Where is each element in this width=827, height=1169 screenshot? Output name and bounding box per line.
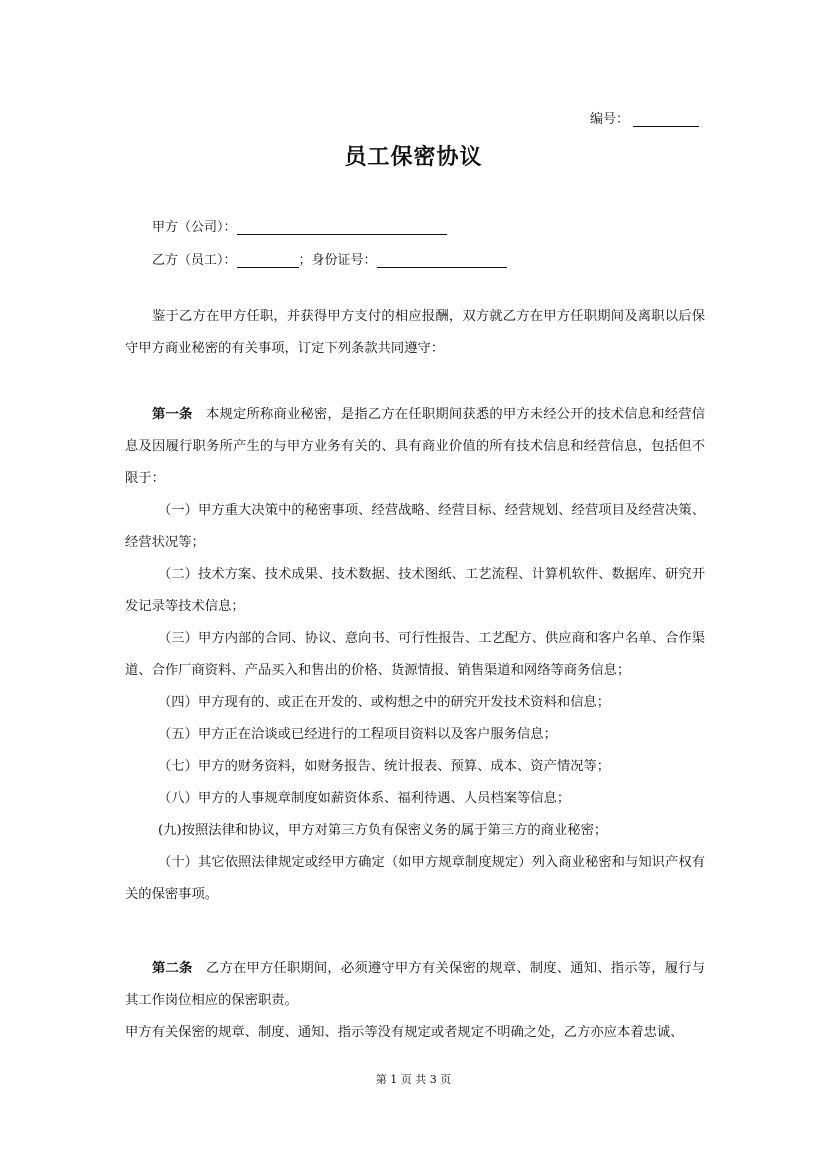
article-2-text: 乙方在甲方任职期间，必须遵守甲方有关保密的规章、制度、通知、指示等，履行与其工作岗位相应的保密职责。 <box>125 961 706 1008</box>
serial-number-field <box>590 108 699 127</box>
article-1-item: （三）甲方内部的合同、协议、意向书、可行性报告、工艺配方、供应商和客户名单、合作渠道、合作厂商资料、产品买入和售出的价格、货源情报、销售渠道和网络等商务信息； <box>125 631 705 678</box>
article-2-continuation: 甲方有关保密的规章、制度、通知、指示等没有规定或者规定不明确之处，乙方亦应本着忠诚、 <box>125 1025 684 1040</box>
article-2-paragraph <box>125 953 705 1017</box>
page-footer: 第 1 页 共 3 页 <box>375 1073 452 1086</box>
party-b-blank[interactable] <box>237 253 299 268</box>
party-a-label: 甲方（公司）： <box>152 220 237 235</box>
article-1-item: （二）技术方案、技术成果、技术数据、技术图纸、工艺流程、计算机软件、数据库、研究开发记录等技术信息； <box>125 567 705 614</box>
party-b-label: 乙方（员工）： <box>152 253 237 268</box>
serial-number-blank[interactable] <box>633 112 699 127</box>
id-number-blank[interactable] <box>377 253 507 268</box>
article-1-item: （五）甲方正在洽谈或已经进行的工程项目资料以及客户服务信息； <box>158 727 557 742</box>
article-1-item: （七）甲方的财务资料，如财务报告、统计报表、预算、成本、资产情况等； <box>158 759 611 774</box>
article-1-item: （十）其它依照法律规定或经甲方确定（如甲方规章制度规定）列入商业秘密和与知识产权有关的保密事项。 <box>125 855 705 902</box>
preamble-block <box>125 301 705 365</box>
article-1-item: (九)按照法律和协议，甲方对第三方负有保密义务的属于第三方的商业秘密； <box>158 823 608 838</box>
article-1-item: （四）甲方现有的、或正在开发的、或构想之中的研究开发技术资料和信息； <box>158 695 611 710</box>
article-2-heading: 第二条 <box>152 961 193 976</box>
document-title: 员工保密协议 <box>344 144 483 170</box>
article-1-text: 本规定所称商业秘密，是指乙方在任职期间获悉的甲方未经公开的技术信息和经营信息及因履行职务所产生的与甲方业务有关的、具有商业价值的所有技术信息和经营信息，包括但不限于： <box>125 407 706 486</box>
party-a-line <box>152 216 447 235</box>
article-1-item: （八）甲方的人事规章制度如薪资体系、福利待遇、人员档案等信息； <box>158 791 571 806</box>
id-number-label: ；身份证号： <box>298 253 377 268</box>
article-1-paragraph <box>125 399 705 495</box>
article-1-block <box>125 399 705 911</box>
party-b-line <box>152 249 507 268</box>
article-1-heading: 第一条 <box>152 407 193 422</box>
article-2-block <box>125 953 705 1049</box>
preamble-paragraph: 鉴于乙方在甲方任职，并获得甲方支付的相应报酬，双方就乙方在甲方任职期间及离职以后保守甲方商业秘密的有关事项，订定下列条款共同遵守： <box>125 309 705 356</box>
party-a-blank[interactable] <box>237 220 447 235</box>
serial-number-label: 编号： <box>590 112 630 127</box>
article-1-item: （一）甲方重大决策中的秘密事项、经营战略、经营目标、经营规划、经营项目及经营决策、经营状况等； <box>125 503 705 550</box>
